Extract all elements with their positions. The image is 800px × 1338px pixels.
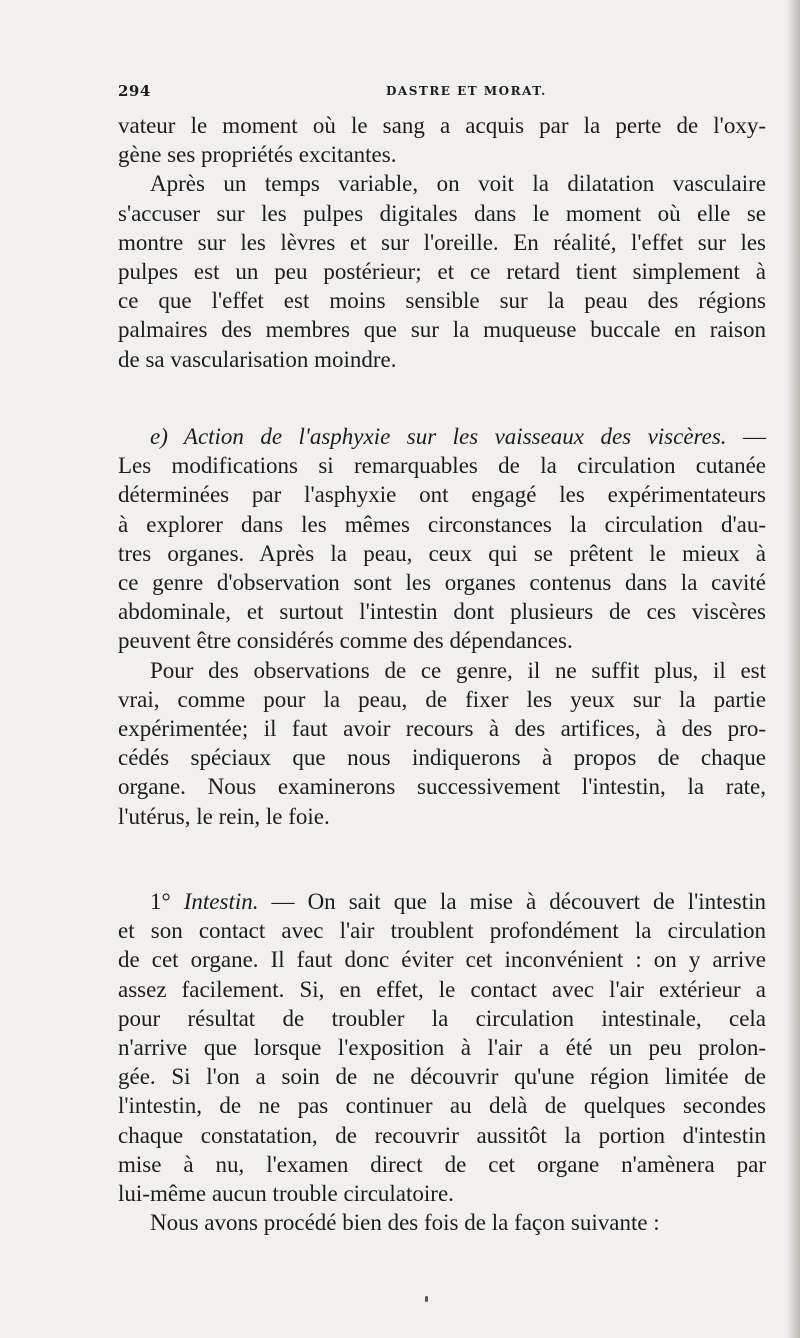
section-intestin	[118, 887, 766, 1237]
section-e	[118, 422, 766, 831]
text-line: vateur le moment où le sang a acquis par la perte de l'oxy-	[118, 113, 766, 138]
text-line: Nous avons procédé bien des fois de la façon suivante :	[150, 1210, 660, 1236]
page-number: 294	[118, 82, 151, 100]
text-line: l'intestin, de ne pas continuer au delà de quelques secondes	[118, 1093, 766, 1119]
ink-speck	[425, 1296, 428, 1302]
text-line: organe. Nous examinerons successivement l'intestin, la rate,	[118, 774, 766, 800]
text-line: Pour des observations de ce genre, il ne suffit plus, il est	[150, 657, 766, 683]
text-line: gène ses propriétés excitantes.	[118, 142, 397, 168]
text-line: déterminées par l'asphyxie ont engagé les expérimentateurs	[118, 482, 766, 508]
text-line: ce genre d'observation sont les organes contenus dans la cavité	[118, 570, 766, 596]
text-line: lui-même aucun trouble circulatoire.	[118, 1181, 454, 1207]
text-block-1	[118, 111, 766, 374]
text-line: peuvent être considérés comme des dépendances.	[118, 628, 573, 654]
text-line: de sa vascularisation moindre.	[118, 346, 397, 372]
text-line: de cet organe. Il faut donc éviter cet inconvénient : on y arrive	[118, 947, 766, 973]
text-line: vrai, comme pour la peau, de fixer les yeux sur la partie	[118, 686, 766, 712]
text-line: tres organes. Après la peau, ceux qui se prêtent le mieux à	[118, 540, 766, 566]
text-line: l'utérus, le rein, le foie.	[118, 803, 330, 829]
text-line: gée. Si l'on a soin de ne découvrir qu'une région limitée de	[118, 1064, 766, 1090]
section-intestin-heading-line	[118, 887, 766, 916]
section-number: 1°	[150, 889, 171, 914]
text-line: ce que l'effet est moins sensible sur la peau des régions	[118, 288, 766, 314]
text-line: à explorer dans les mêmes circonstances la circulation d'au-	[118, 511, 766, 537]
text-line: — On sait que la mise à découvert de l'intestin	[258, 889, 766, 914]
text-line: pour résultat de troubler la circulation intestinale, cela	[118, 1005, 766, 1031]
text-line: pulpes est un peu postérieur; et ce retard tient simplement à	[118, 259, 766, 285]
text-line: s'accuser sur les pulpes digitales dans le moment où elle se	[118, 200, 766, 226]
section-e-heading: e) Action de l'asphyxie sur les vaisseaux des viscères.	[150, 424, 727, 449]
text-line: palmaires des membres que sur la muqueuse buccale en raison	[118, 317, 766, 343]
text-line: n'arrive que lorsque l'exposition à l'air a été un peu prolon-	[118, 1035, 766, 1061]
page-edge-shadow	[786, 0, 800, 1338]
section-intestin-heading: Intestin.	[183, 889, 259, 914]
text-line: expérimentée; il faut avoir recours à des artifices, à des pro-	[118, 716, 766, 742]
text-line: assez facilement. Si, en effet, le contact avec l'air extérieur a	[118, 976, 766, 1002]
section-e-heading-line	[118, 422, 766, 451]
text-line: mise à nu, l'examen direct de cet organe n'amènera par	[118, 1151, 766, 1177]
text-line: montre sur les lèvres et sur l'oreille. En réalité, l'effet sur les	[118, 229, 766, 255]
text-line: Après un temps variable, on voit la dilatation vasculaire	[150, 171, 766, 197]
text-line: cédés spéciaux que nous indiquerons à propos de chaque	[118, 745, 766, 771]
page-header	[118, 82, 768, 104]
text-line: chaque constatation, de recouvrir aussitôt la portion d'intestin	[118, 1122, 766, 1148]
text-line: Les modifications si remarquables de la circulation cutanée	[118, 453, 766, 479]
running-head: DASTRE ET MORAT.	[386, 84, 547, 98]
heading-dash: —	[726, 424, 766, 449]
text-line: et son contact avec l'air troublent profondément la circulation	[118, 918, 766, 944]
text-line: abdominale, et surtout l'intestin dont plusieurs de ces viscères	[118, 599, 766, 625]
